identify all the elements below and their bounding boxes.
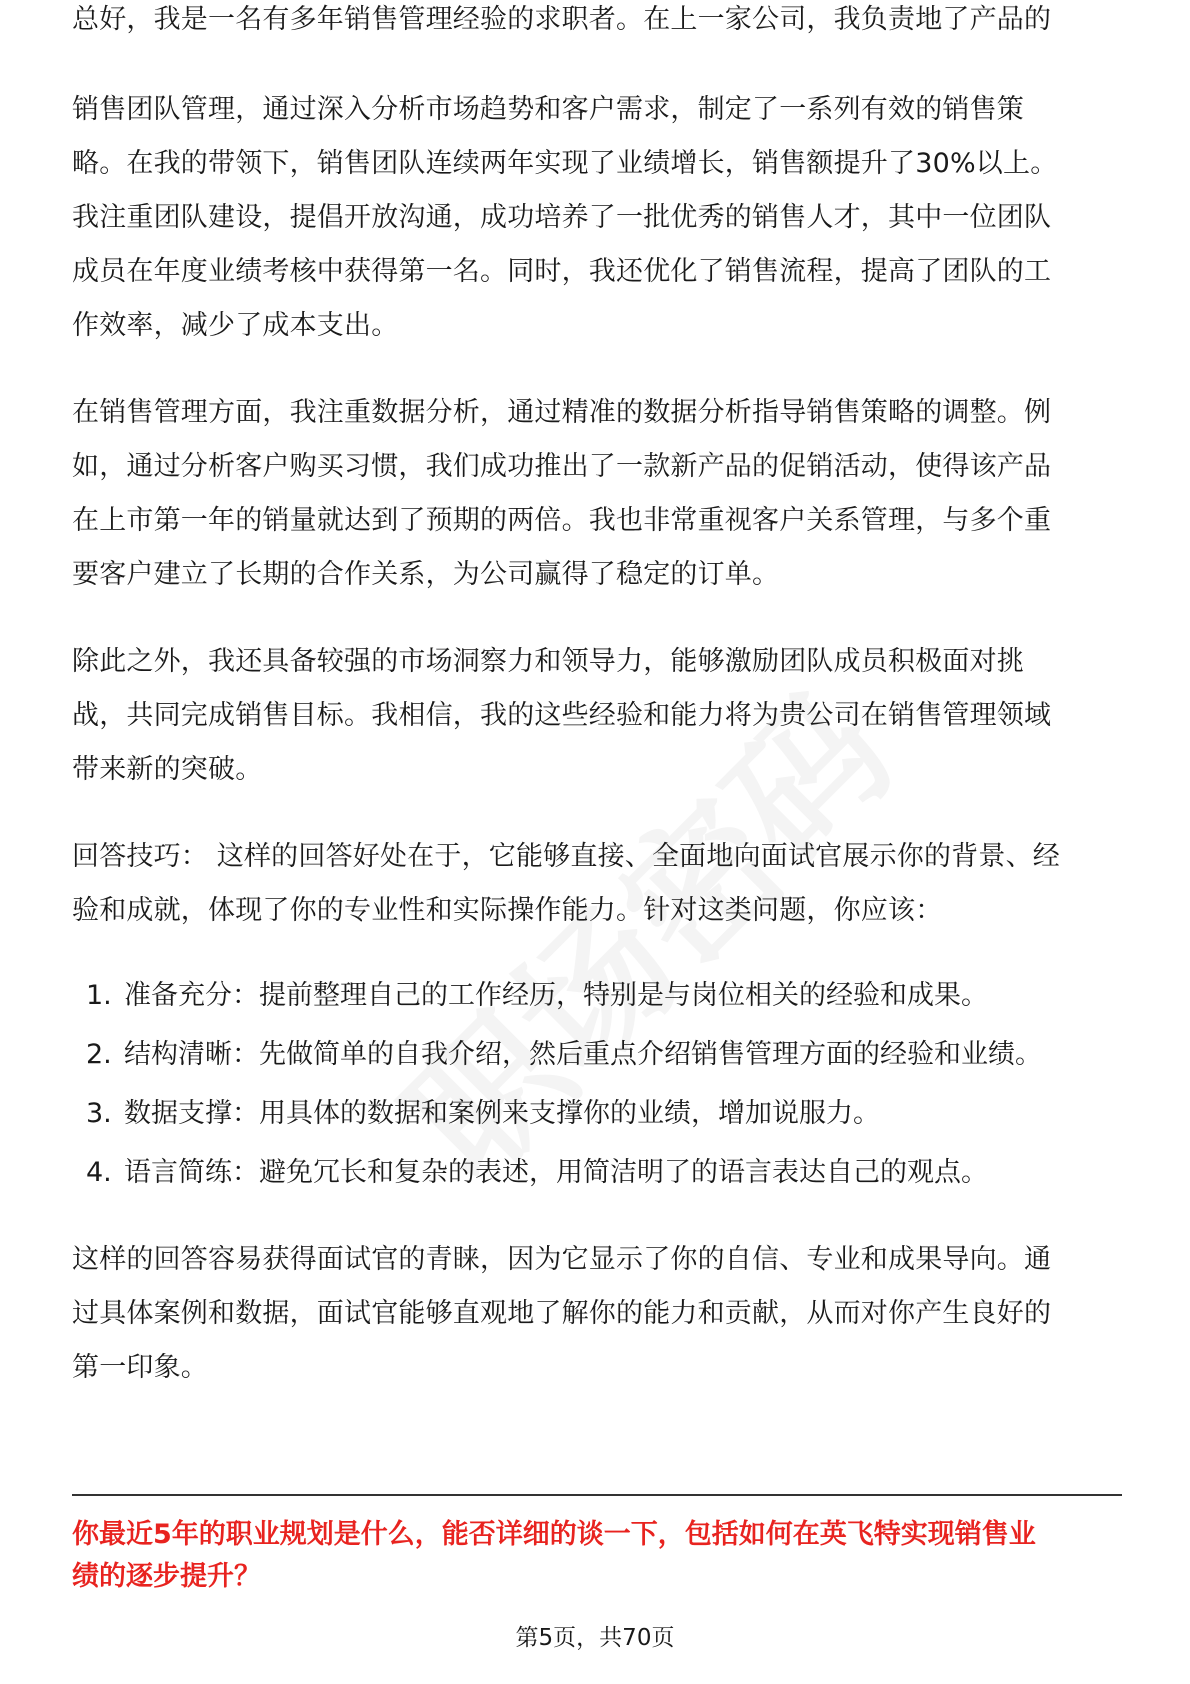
paragraph-line: 回答技巧： 这样的回答好处在于，它能够直接、全面地向面试官展示你的背景、经 — [72, 841, 1060, 872]
paragraph-line: 略。在我的带领下，销售团队连续两年实现了业绩增长，销售额提升了30%以上。 — [72, 148, 1058, 179]
paragraph-line: 过具体案例和数据，面试官能够直观地了解你的能力和贡献，从而对你产生良好的 — [72, 1298, 1052, 1329]
paragraph-line: 战，共同完成销售目标。我相信，我的这些经验和能力将为贵公司在销售管理领域 — [72, 700, 1052, 731]
list-number: 4. — [86, 1157, 112, 1188]
paragraph-line: 第一印象。 — [72, 1352, 208, 1383]
paragraph-line: 带来新的突破。 — [72, 754, 263, 785]
paragraph-line: 验和成就，体现了你的专业性和实际操作能力。针对这类问题，你应该： — [72, 895, 943, 926]
list-text: 结构清晰：先做简单的自我介绍，然后重点介绍销售管理方面的经验和业绩。 — [124, 1039, 1042, 1070]
paragraph-line: 销售团队管理，通过深入分析市场趋势和客户需求，制定了一系列有效的销售策 — [72, 94, 1024, 125]
list-text: 语言简练：避免冗长和复杂的表述，用简洁明了的语言表达自己的观点。 — [124, 1157, 988, 1188]
list-number: 3. — [86, 1098, 112, 1129]
list-text: 准备充分：提前整理自己的工作经历，特别是与岗位相关的经验和成果。 — [124, 980, 988, 1011]
list-number: 2. — [86, 1039, 112, 1070]
paragraph-line: 成员在年度业绩考核中获得第一名。同时，我还优化了销售流程，提高了团队的工 — [72, 256, 1052, 287]
list-item — [86, 976, 988, 1016]
paragraph-line: 作效率，减少了成本支出。 — [72, 310, 399, 341]
paragraph-line: 我注重团队建设，提倡开放沟通，成功培养了一批优秀的销售人才，其中一位团队 — [72, 202, 1052, 233]
paragraph-line-cut — [72, 4, 1052, 50]
list-number: 1. — [86, 980, 112, 1011]
question-heading-line: 绩的逐步提升？ — [72, 1561, 261, 1592]
paragraph-line: 在销售管理方面，我注重数据分析，通过精准的数据分析指导销售策略的调整。例 — [72, 397, 1052, 428]
list-item — [86, 1153, 988, 1193]
cut-line-text: 总好，我是一名有多年销售管理经验的求职者。在上一家公司，我负责地了产品的 — [72, 4, 1052, 35]
paragraph-line: 这样的回答容易获得面试官的青睐，因为它显示了你的自信、专业和成果导向。通 — [72, 1244, 1052, 1275]
paragraph-line: 在上市第一年的销量就达到了预期的两倍。我也非常重视客户关系管理，与多个重 — [72, 505, 1052, 536]
list-item — [86, 1094, 880, 1134]
section-divider — [72, 1494, 1122, 1496]
paragraph-line: 除此之外，我还具备较强的市场洞察力和领导力，能够激励团队成员积极面对挑 — [72, 646, 1024, 677]
question-heading-line: 你最近5年的职业规划是什么，能否详细的谈一下，包括如何在英飞特实现销售业 — [72, 1519, 1036, 1550]
list-item — [86, 1035, 1042, 1075]
paragraph-line: 如，通过分析客户购买习惯，我们成功推出了一款新产品的促销活动，使得该产品 — [72, 451, 1052, 482]
paragraph-line: 要客户建立了长期的合作关系，为公司赢得了稳定的订单。 — [72, 559, 780, 590]
list-text: 数据支撑：用具体的数据和案例来支撑你的业绩，增加说服力。 — [124, 1098, 880, 1129]
page-number: 第5页，共70页 — [515, 1625, 675, 1651]
